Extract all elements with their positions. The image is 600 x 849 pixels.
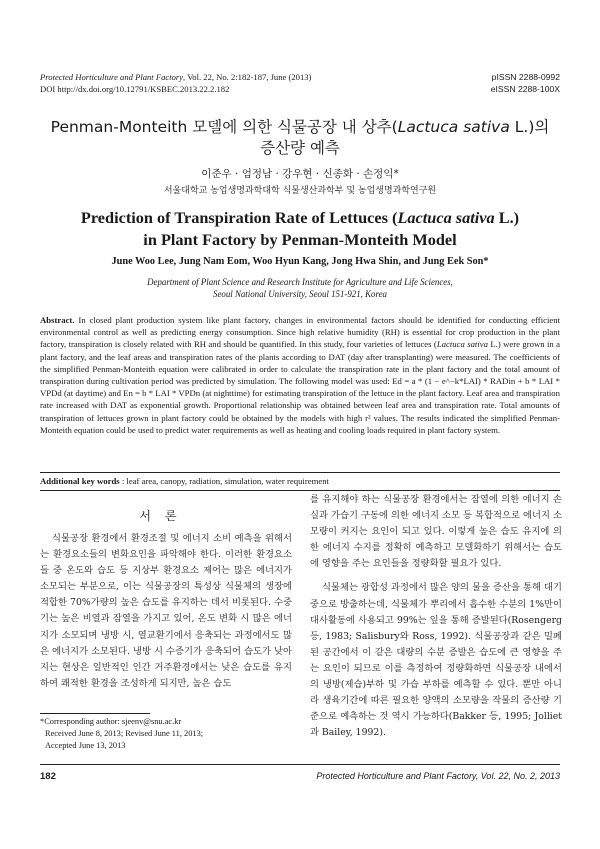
body-column-left [40, 531, 292, 692]
korean-title-species: Lactuca sativa [397, 118, 510, 136]
eissn: eISSN 2288-100X [490, 84, 560, 94]
english-title-part1: Prediction of Transpiration Rate of Lettuces ( [80, 208, 398, 227]
issn-block [491, 71, 560, 95]
keywords-text: : leaf area, canopy, radiation, simulation, water requirement [119, 476, 329, 486]
korean-title-line2: 증산량 예측 [260, 139, 340, 157]
footnote-rule [40, 713, 150, 714]
english-title-part2: L.) [494, 208, 520, 227]
abstract-text-1: In closed plant production system like plant factory, changes in environmental factors should be identified for conducting efficient environmental control as well as predicting energy consumption. Since high relative humidity (RH) is essential for crop production in the plant factory, transpiration is closely related with RH and should be quantified. In this study, four varieties of lettuces ( [40, 315, 560, 350]
page-number: 182 [40, 771, 56, 782]
abstract [40, 314, 560, 436]
keywords [40, 476, 560, 486]
citation-details: , Vol. 22, No. 2:182-187, June (2013) [183, 72, 312, 82]
abstract-label: Abstract. [40, 315, 75, 325]
keywords-top-rule [40, 472, 560, 473]
section-title-introduction: 서론 [139, 509, 191, 523]
accepted-date: Accepted June 13, 2013 [45, 741, 126, 750]
keywords-bottom-rule [40, 490, 560, 491]
keywords-label: Additional key words [40, 476, 120, 486]
footer-rule [40, 764, 560, 765]
abstract-species: Lactuca sativa [436, 339, 488, 350]
korean-title-part2: L.)의 [509, 118, 550, 136]
pissn: pISSN 2288-0992 [491, 72, 560, 82]
english-title-species: Lactuca sativa [397, 208, 495, 227]
affiliation-line1: Department of Plant Science and Research Institute for Agriculture and Life Sciences, [147, 277, 453, 287]
english-authors: June Woo Lee, Jung Nam Eom, Woo Hyun Kang, Jong Hwa Shin, and Jung Eek Son* [111, 256, 489, 267]
korean-title-part1: Penman-Monteith 모델에 의한 식물공장 내 상추( [50, 118, 398, 136]
footer-journal: Protected Horticulture and Plant Factory, Vol. 22, No. 2, 2013 [316, 771, 560, 781]
paragraph: 식물공장 환경에서 환경조절 및 에너지 소비 예측을 위해서는 환경요소들의 변화요인을 파악해야 한다. 이러한 환경요소들 중 온도와 습도 등 지상부 환경요소 제어는 많은 에너지가 소모되는 부분으로, 이는 식물공장의 특성상 식물체의 생장에 적합한 70%가량의 높은 습도를 유지하는 데서 비롯된다. 수중기는 높은 비열과 잠열을 가지고 있어, 온도 변화 시 많은 에너지가 소모되며 냉방 시, 열교환기에서 응축되는 과정에서도 많은 에너지가 소모된다. 냉방 시 수증기가 응축되어 습도가 낮아지는 현상은 일반적인 인간 거주환경에서는 낮은 습도를 유지하여 쾌적한 환경을 조성하게 되지만, 높은 습도 [40, 533, 292, 689]
paragraph: 식물체는 광합성 과정에서 많은 양의 물을 증산을 통해 대기 중으로 방출하는데, 식물체가 뿌리에서 흡수한 수분의 1%만이 대사활동에 사용되고 99%는 잎을 통해 증발된다(Rosengerg 등, 1983; Salisbury와 Ross, 1992). 식물공장과 같은 밀폐된 공간에서 이 같은 대량의 수분 증발은 습도에 큰 영향을 주는 요인이 되므로 이를 측정하여 정량화하면 식물공장 내에서의 냉방(제습)부하 및 가습 부하를 예측할 수 있다. 뿐만 아니라 생육기간에 따른 필요한 양액의 소모량을 작물의 증산량 기준으로 예측하는 것 역시 가능하다(Bakker 등, 1995; Jolliet과 Bailey, 1992). [310, 582, 562, 739]
affiliation-line2: Seoul National University, Seoul 151-921, Korea [213, 289, 387, 299]
korean-title [40, 117, 560, 159]
journal-name: Protected Horticulture and Plant Factory [40, 72, 184, 82]
received-date: Received June 8, 2013; Revised June 11, 2013; [45, 729, 204, 738]
corresponding-author: *Corresponding author: sjeenv@snu.ac.kr [40, 717, 182, 726]
korean-affiliation: 서울대학교 농업생명과학대학 식물생산과학부 및 농업생명과학연구원 [163, 186, 437, 196]
english-title [40, 207, 560, 251]
doi-link[interactable]: DOI http://dx.doi.org/10.12791/KSBEC.2013.22.2.182 [40, 84, 230, 94]
english-title-line2: in Plant Factory by Penman-Monteith Model [143, 230, 457, 249]
english-affiliation [40, 276, 560, 300]
body-column-right [310, 492, 562, 741]
korean-authors: 이준우 · 엄정남 · 강우현 · 신종화 · 손정익* [201, 168, 399, 180]
footnote [40, 716, 292, 752]
abstract-text-2: L.) were grown in a plant factory, and the leaf areas and transpiration rates of the plants according to DAT (day after transplanting) were measured. The coefficients of the simplified Penman-Monteith equation were calibrated in order to calculate the transpiration rate in the plant factory and the total amount of transpiration during cultivation period was predicted by simulation. The following model was used: Ed = a * (1 − e^−k*LAI) * RADin + b * LAI * VPDd (at daytime) and En = b * LAI * VPDn (at nighttime) for estimating transpiration of the lettuce in the plant factory. Leaf area and transpiration rate increased with DAT as exponential growth. Proportional relationship was obtained between leaf area and transpiration rate. Total amounts of transpiration of lettuces grown in plant factory could be obtained by the models with high r² values. The results indicated the simplified Penman-Monteith equation could be used to predict water requirements as well as heating and cooling loads required in plant factory system. [40, 339, 560, 435]
citation-header [40, 71, 370, 95]
paragraph: 를 유지해야 하는 식물공장 환경에서는 잠열에 의한 에너지 손실과 가습기 구동에 의한 에너지 소모 등 복합적으로 에너지 소모량이 커지는 요인이 되고 있다. 이렇게 높은 습도 유지에 의한 에너지 수지를 정확히 예측하고 모델화하기 위해서는 습도에 영향을 주는 요인들을 정량화할 필요가 있다. [310, 494, 562, 570]
